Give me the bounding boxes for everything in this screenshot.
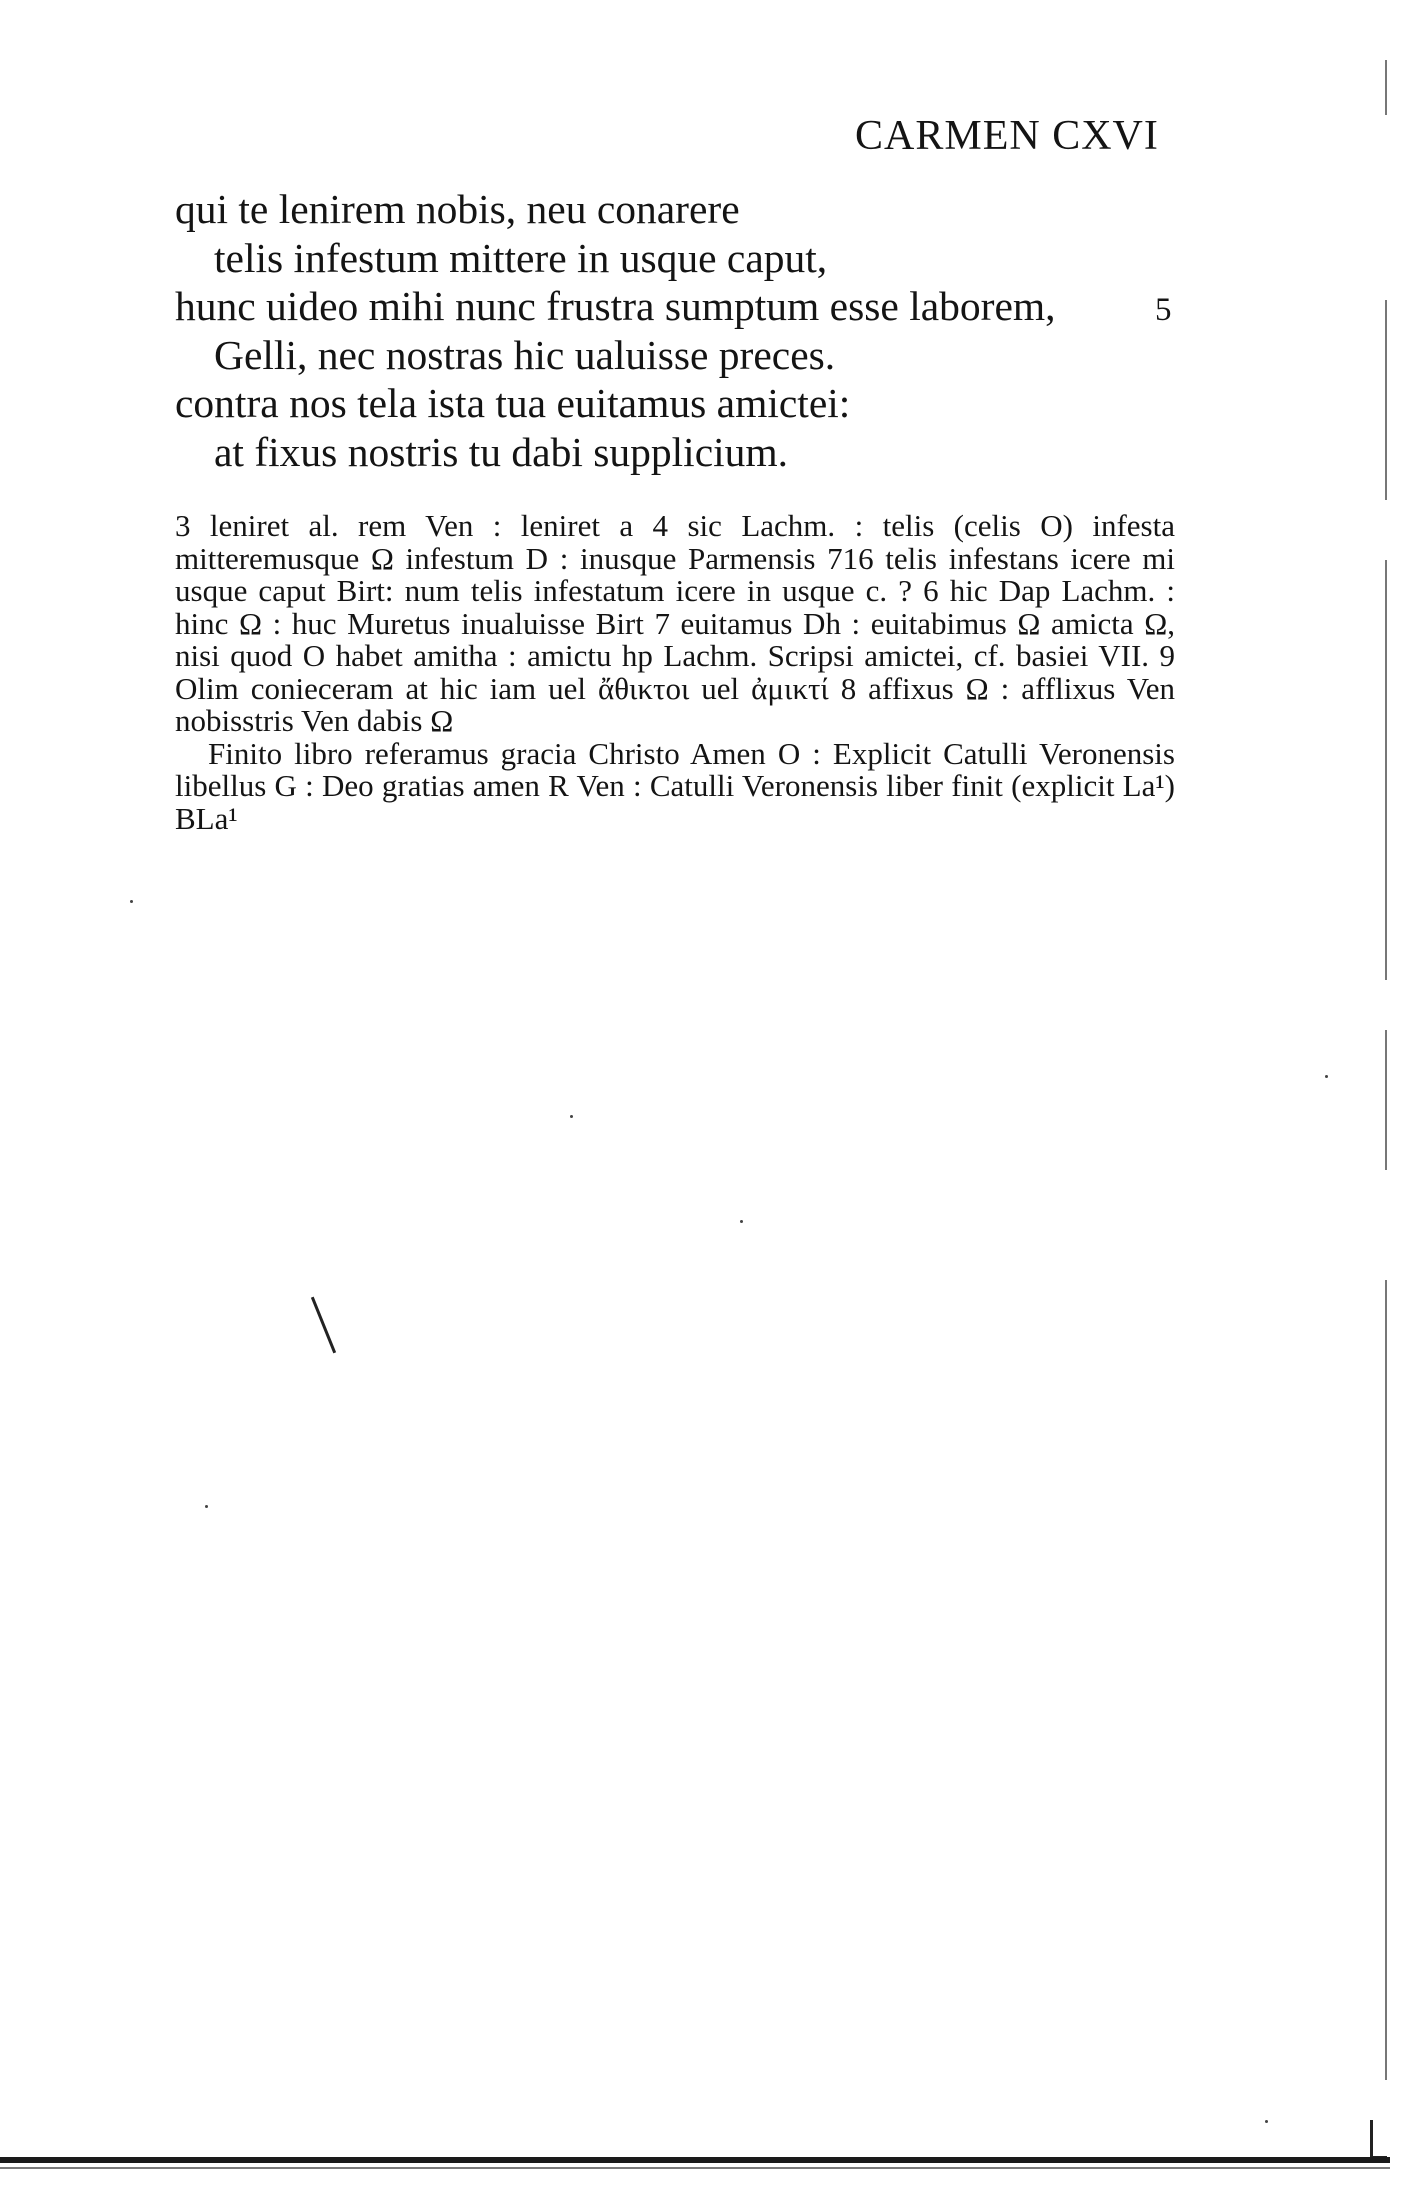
- scan-stroke: [311, 1297, 336, 1354]
- scan-speck: [1325, 1075, 1328, 1078]
- verse-line: at fixus nostris tu dabi supplicium.: [214, 428, 789, 475]
- scan-speck: [130, 900, 133, 903]
- scan-corner-mark: [1370, 2120, 1387, 2159]
- verse-line: Gelli, nec nostras hic ualuisse preces.: [214, 331, 836, 378]
- scan-speck: [1265, 2120, 1268, 2123]
- scan-speck: [740, 1220, 743, 1223]
- scan-edge-mark: [1385, 300, 1387, 500]
- verse-line: contra nos tela ista tua euitamus amictei:: [175, 380, 851, 426]
- bottom-rule-shadow: [0, 2167, 1390, 2169]
- colophon-note: Finito libro referamus gracia Christo Amen O : Explicit Catulli Veronensis libellus G : Deo gratias amen R Ven : Catulli Veronensis liber finit (explicit La¹) BLa¹: [175, 735, 1175, 836]
- apparatus-note: 3 leniret al. rem Ven : leniret a 4 sic Lachm. : telis (celis O) infesta mitteremusque Ω infestum D : inusque Parmensis 716 telis infestans icere mi usque caput Birt: num telis infestatum icere in usque c. ? 6 hic Dap Lachm. : hinc Ω : huc Muretus inualuisse Birt 7 euitamus Dh : euitabimus Ω amicta Ω, nisi quod O habet amitha : amictu hp Lachm. Scripsi amictei, cf. basiei VII. 9 Olim conieceram at hic iam uel ἄθικτοι uel ἀμικτί 8 affixus Ω : afflixus Ven nobisstris Ven dabis Ω: [175, 508, 1175, 738]
- verse-line: hunc uideo mihi nunc frustra sumptum esse laborem, 5: [175, 282, 1175, 331]
- scan-edge-mark: [1385, 1030, 1387, 1170]
- critical-apparatus: [175, 510, 1175, 835]
- scan-edge-mark: [1385, 60, 1387, 115]
- poem-text: [175, 185, 1175, 476]
- scan-edge-mark: [1385, 1280, 1387, 2080]
- verse-line: qui te lenirem nobis, neu conarere: [175, 186, 740, 232]
- bottom-rule: [0, 2157, 1390, 2163]
- scan-edge-mark: [1385, 560, 1387, 980]
- scan-speck: [205, 1505, 208, 1508]
- scan-speck: [570, 1115, 573, 1118]
- line-number: 5: [1155, 292, 1172, 328]
- running-head: CARMEN CXVI: [855, 113, 1159, 159]
- verse-line: telis infestum mittere in usque caput,: [214, 234, 828, 281]
